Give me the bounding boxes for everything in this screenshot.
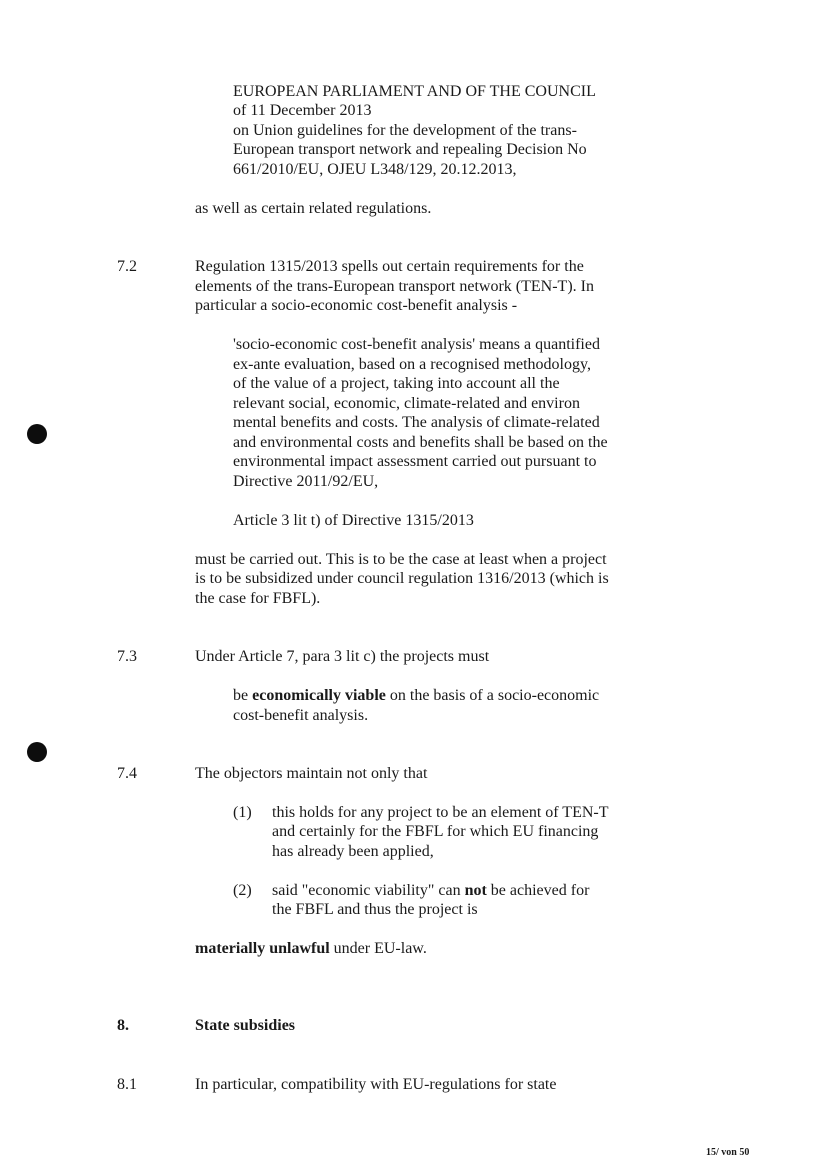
list-item-line	[272, 881, 589, 901]
quote-line: environmental impact assessment carried out pursuant to	[233, 453, 597, 470]
bold-term: materially unlawful	[195, 940, 330, 957]
intro-line: on Union guidelines for the development of the trans-	[233, 122, 577, 139]
list-label: (2)	[233, 882, 252, 899]
punch-hole-bottom	[27, 742, 47, 762]
quote-line	[233, 686, 599, 706]
section-number-7-4: 7.4	[117, 765, 137, 782]
paragraph-line: elements of the trans-European transport network (TEN-T). In	[195, 278, 594, 295]
paragraph-line: Regulation 1315/2013 spells out certain requirements for the	[195, 258, 584, 275]
paragraph-line: Under Article 7, para 3 lit c) the projects must	[195, 648, 490, 665]
section-number-8-1: 8.1	[117, 1076, 137, 1093]
quote-line: of the value of a project, taking into account all the	[233, 375, 560, 392]
item-text: said "economic viability" can	[272, 882, 465, 899]
list-item-line: and certainly for the FBFL for which EU financing	[272, 823, 599, 840]
conclusion-text: under EU-law.	[329, 940, 427, 957]
bold-term: not	[464, 882, 487, 899]
quote-text: on the basis of a socio-economic	[385, 687, 600, 704]
paragraph-line: must be carried out. This is to be the case at least when a project	[195, 551, 607, 568]
list-item-line: this holds for any project to be an element of TEN-T	[272, 804, 609, 821]
quote-line: and environmental costs and benefits shall be based on the	[233, 434, 608, 451]
citation: Article 3 lit t) of Directive 1315/2013	[233, 512, 474, 529]
quote-line: ex-ante evaluation, based on a recognised methodology,	[233, 356, 591, 373]
paragraph-line: the case for FBFL).	[195, 590, 321, 607]
quote-line: mental benefits and costs. The analysis of climate-related	[233, 414, 600, 431]
intro-line: EUROPEAN PARLIAMENT AND OF THE COUNCIL	[233, 83, 596, 100]
paragraph-line: is to be subsidized under council regulation 1316/2013 (which is	[195, 570, 609, 587]
section-heading: State subsidies	[195, 1017, 296, 1034]
section-number-8: 8.	[117, 1017, 129, 1034]
quote-text: be	[233, 687, 253, 704]
paragraph-line: The objectors maintain not only that	[195, 765, 428, 782]
conclusion-line	[195, 939, 427, 959]
quote-line: 'socio-economic cost-benefit analysis' means a quantified	[233, 336, 600, 353]
list-item-line: the FBFL and thus the project is	[272, 901, 478, 918]
quote-line: cost-benefit analysis.	[233, 707, 369, 724]
intro-line: of 11 December 2013	[233, 102, 372, 119]
list-label: (1)	[233, 804, 252, 821]
punch-hole-top	[27, 424, 47, 444]
quote-line: Directive 2011/92/EU,	[233, 473, 379, 490]
section-number-7-3: 7.3	[117, 648, 137, 665]
paragraph-line: In particular, compatibility with EU-regulations for state	[195, 1076, 557, 1093]
intro-tail: as well as certain related regulations.	[195, 200, 432, 217]
intro-line: 661/2010/EU, OJEU L348/129, 20.12.2013,	[233, 161, 517, 178]
paragraph-line: particular a socio-economic cost-benefit analysis -	[195, 297, 518, 314]
section-number-7-2: 7.2	[117, 258, 137, 275]
list-item-line: has already been applied,	[272, 843, 434, 860]
item-text: be achieved for	[486, 882, 590, 899]
bold-term: economically viable	[252, 687, 386, 704]
page-number: 15/ von 50	[706, 1147, 750, 1158]
intro-line: European transport network and repealing Decision No	[233, 141, 587, 158]
quote-line: relevant social, economic, climate-related and environ	[233, 395, 580, 412]
